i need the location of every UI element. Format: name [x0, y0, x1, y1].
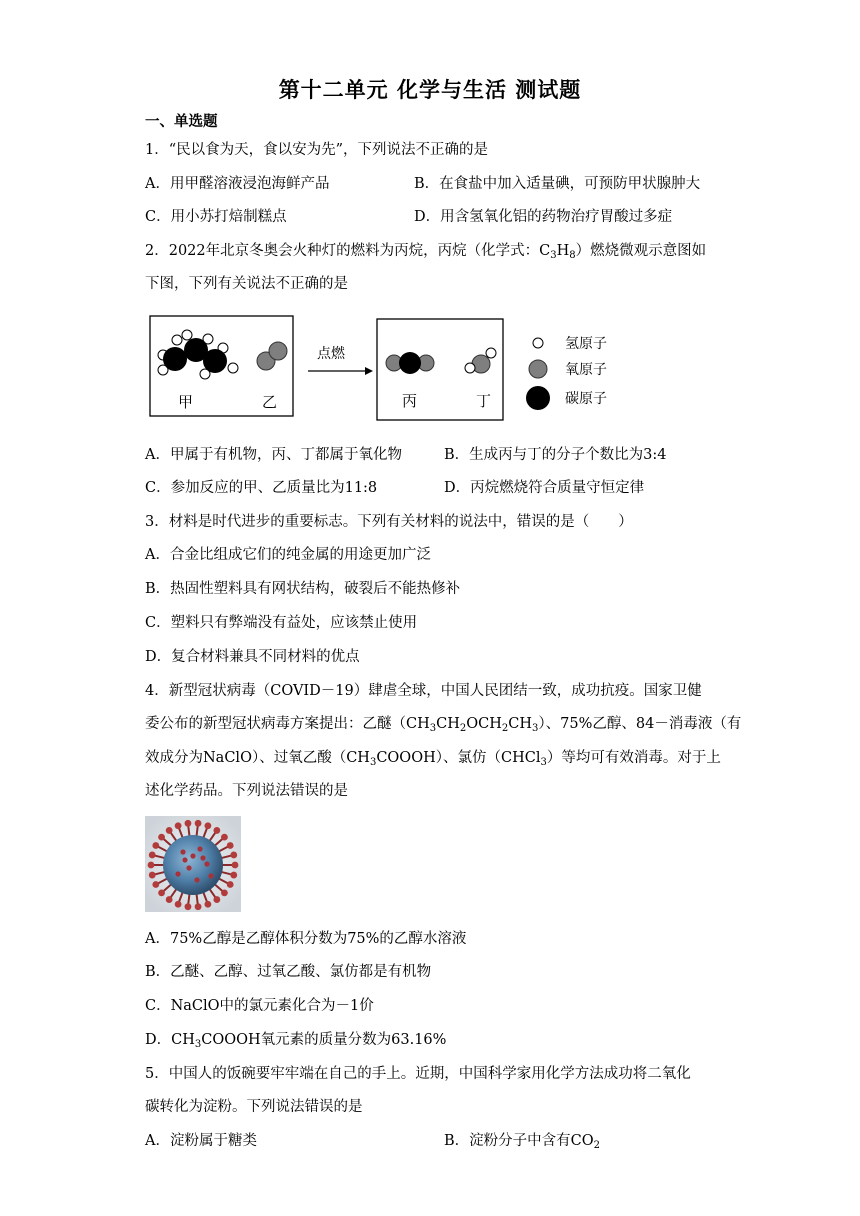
q2-option-a: A．甲属于有机物，丙、丁都属于氧化物 [145, 447, 402, 463]
q1-stem: 1．“民以食为天，食以安为先”，下列说法不正确的是 [145, 142, 489, 158]
section-heading: 一、单选题 [145, 114, 218, 130]
legend-hydrogen: 氢原子 [565, 336, 607, 352]
q1-option-b: B．在食盐中加入适量碘，可预防甲状腺肿大 [414, 176, 701, 192]
legend [526, 336, 607, 410]
water-molecule [465, 348, 496, 373]
q4-option-a: A．75%乙醇是乙醇体积分数为75%的乙醇水溶液 [145, 931, 467, 947]
arrow-label: 点燃 [317, 346, 345, 362]
oxygen-atom-icon [529, 360, 547, 378]
q5-stem-line1: 5．中国人的饭碗要牢牢端在自己的手上。近期，中国科学家用化学方法成功将二氧化 [145, 1066, 691, 1082]
q4-stem-line2: 委公布的新型冠状病毒方案提出：乙醚$(CH_3CH_2OCH_2CH_3)$、75%乙醇、84－消毒液（有 [145, 716, 742, 734]
carbon-dioxide-molecule [386, 352, 434, 374]
label-bing: 丙 [402, 392, 418, 410]
page-title: 第十二单元 化学与生活 测试题 [278, 78, 582, 102]
legend-carbon: 碳原子 [565, 391, 607, 407]
reaction-diagram [145, 312, 625, 424]
q2-option-d: D．丙烷燃烧符合质量守恒定律 [444, 480, 645, 496]
q2-option-b: B．生成丙与丁的分子个数比为3:4 [444, 447, 667, 463]
q3-option-a: A．合金比组成它们的纯金属的用途更加广泛 [145, 547, 431, 563]
q3-stem: 3．材料是时代进步的重要标志。下列有关材料的说法中，错误的是（ ） [145, 514, 633, 530]
q2-option-c: C．参加反应的甲、乙质量比为11:8 [145, 480, 378, 496]
q1-option-d: D．用含氢氧化铝的药物治疗胃酸过多症 [414, 209, 673, 225]
carbon-atom-icon [526, 386, 550, 410]
hydrogen-atom-icon [533, 338, 543, 348]
q3-option-b: B．热固性塑料具有网状结构，破裂后不能热修补 [145, 581, 461, 597]
arrow-head-icon [365, 367, 373, 375]
virus-image [145, 816, 241, 912]
legend-oxygen: 氧原子 [565, 362, 607, 378]
q5-option-b: B．淀粉分子中含有$CO_2$ [444, 1133, 601, 1151]
label-jia: 甲 [178, 393, 194, 411]
q4-stem-line3: 效成分为NaClO）、过氧乙酸$(CH_3COOOH)$、氯仿（CHCl$_3$）等均可有效消毒。对于上 [145, 750, 721, 768]
q4-option-c: C．NaClO中的氯元素化合为－1价 [145, 998, 374, 1014]
q1-option-c: C．用小苏打焙制糕点 [145, 209, 287, 225]
q1-option-a: A．用甲醛溶液浸泡海鲜产品 [145, 176, 330, 192]
q4-stem-line4: 述化学药品。下列说法错误的是 [145, 783, 348, 799]
label-ding: 丁 [476, 392, 492, 410]
q3-option-c: C．塑料只有弊端没有益处，应该禁止使用 [145, 615, 418, 631]
q5-stem-line2: 碳转化为淀粉。下列说法错误的是 [145, 1099, 363, 1115]
label-yi: 乙 [262, 393, 278, 411]
propane-molecule [158, 330, 238, 379]
oxygen-molecule [257, 342, 287, 370]
q2-stem-line2: 下图，下列有关说法不正确的是 [145, 276, 348, 292]
q3-option-d: D．复合材料兼具不同材料的优点 [145, 649, 360, 665]
q4-option-b: B．乙醚、乙醇、过氧乙酸、氯仿都是有机物 [145, 964, 432, 980]
q2-stem-line1: 2．2022年北京冬奥会火种灯的燃料为丙烷，丙烷（化学式：$C_3H_8$）燃烧微观示意图如 [145, 243, 707, 261]
q4-option-d: D．$CH_3COOOH$氧元素的质量分数为63.16% [145, 1032, 447, 1050]
q5-option-a: A．淀粉属于糖类 [145, 1133, 257, 1149]
q4-stem-line1: 4．新型冠状病毒（COVID－19）肆虐全球，中国人民团结一致，成功抗疫。国家卫健 [145, 683, 702, 699]
